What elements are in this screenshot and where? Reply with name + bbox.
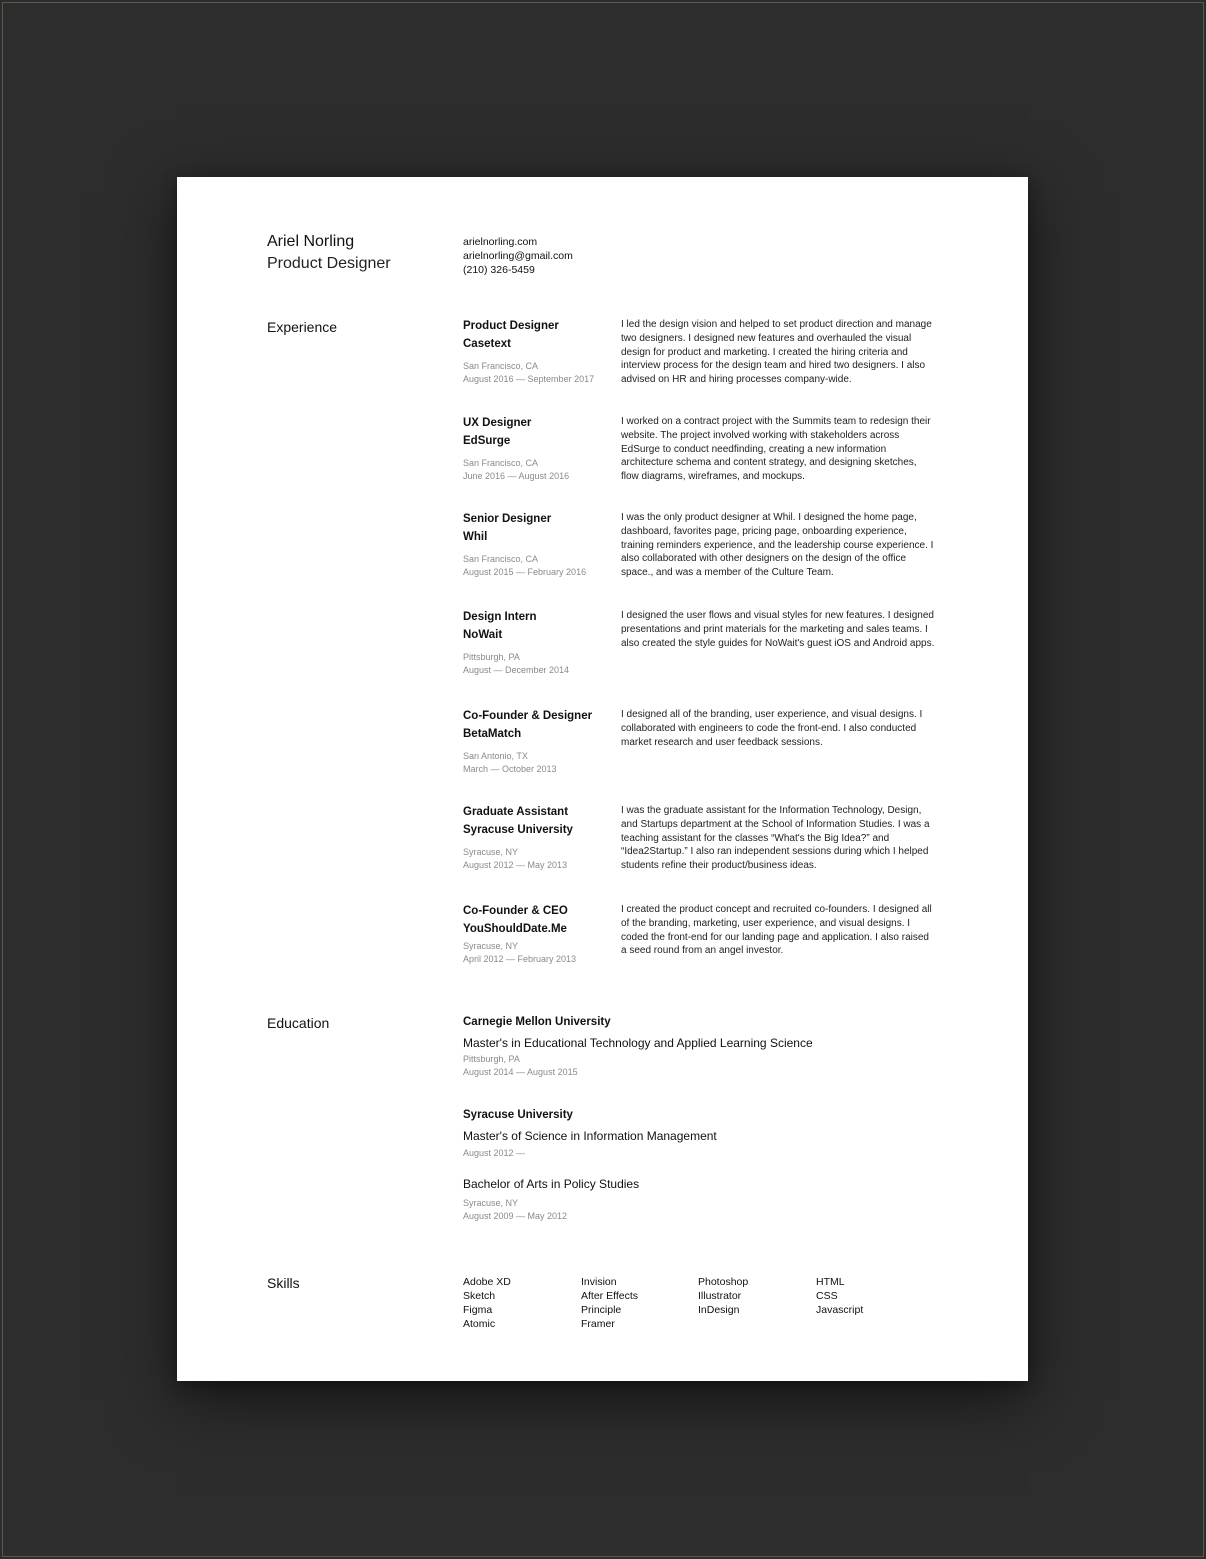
education-location: Syracuse, NY bbox=[463, 1198, 519, 1208]
skills-column bbox=[463, 1275, 511, 1331]
job-title: Design Intern bbox=[463, 611, 537, 623]
job-description: I worked on a contract project with the Summits team to redesign their website. The project involved working with stakeholders across EdSurge to conduct needfinding, creating a new information architecture schema and content strategy, and designing sketches, flow diagrams, wireframes, and mockups. bbox=[621, 416, 931, 483]
job-description: I led the design vision and helped to set product direction and manage two designers. I designed new features and overhauled the visual design for product and marketing. I created the hiring criteria and interview process for the design team and hired two designers. I also advised on HR and hiring processes company-wide. bbox=[621, 319, 932, 386]
job-location: Syracuse, NY bbox=[463, 941, 519, 951]
job-company: NoWait bbox=[463, 629, 503, 641]
degree-name: Master's of Science in Information Management bbox=[463, 1129, 717, 1143]
job-title: UX Designer bbox=[463, 417, 532, 429]
job-title: Co-Founder & Designer bbox=[463, 710, 593, 722]
job-dates: April 2012 — February 2013 bbox=[463, 954, 577, 964]
job-company: Whil bbox=[463, 531, 488, 543]
job-company: Casetext bbox=[463, 338, 511, 350]
degree-name: Master's in Educational Technology and Applied Learning Science bbox=[463, 1036, 813, 1050]
skills-column bbox=[698, 1275, 748, 1317]
experience-item bbox=[463, 319, 943, 386]
education-dates: August 2014 — August 2015 bbox=[463, 1067, 578, 1077]
job-description: I was the only product designer at Whil. I designed the home page, dashboard, favorites page, pricing page, onboarding experience, training reminders experience, and the leadership course experience. I also collaborated with other designers on the design of the office space., and was a member of the Culture Team. bbox=[621, 512, 934, 579]
skills-heading: Skills bbox=[267, 1275, 300, 1291]
degree-name: Bachelor of Arts in Policy Studies bbox=[463, 1177, 640, 1191]
education-heading: Education bbox=[267, 1015, 330, 1031]
job-company: BetaMatch bbox=[463, 728, 522, 740]
job-location: San Francisco, CA bbox=[463, 458, 539, 468]
job-dates: August 2016 — September 2017 bbox=[463, 374, 595, 384]
skill-item: Framer bbox=[581, 1318, 615, 1330]
job-title: Senior Designer bbox=[463, 513, 552, 525]
resume-page bbox=[177, 177, 1028, 1381]
contact-block bbox=[463, 235, 573, 277]
skill-item: HTML bbox=[816, 1276, 845, 1288]
skill-item: Illustrator bbox=[698, 1290, 742, 1302]
job-description: I was the graduate assistant for the Information Technology, Design, and Startups department at the School of Information Studies. I was a teaching assistant for the classes “What's the Big Idea?” and “Idea2Startup.” I also ran independent sessions during which I helped students refine their product/business ideas. bbox=[621, 805, 930, 872]
job-company: YouShouldDate.Me bbox=[463, 923, 567, 935]
education-item bbox=[463, 1108, 943, 1223]
job-location: San Francisco, CA bbox=[463, 554, 539, 564]
job-dates: August 2012 — May 2013 bbox=[463, 860, 568, 870]
skill-item: Atomic bbox=[463, 1318, 496, 1330]
job-description: I designed the user flows and visual styles for new features. I designed presentations and print materials for the marketing and sales teams. I also created the style guides for NoWait's guest iOS and Android apps. bbox=[621, 610, 935, 649]
experience-item bbox=[463, 416, 943, 483]
experience-item bbox=[463, 610, 943, 677]
job-location: San Antonio, TX bbox=[463, 751, 528, 761]
job-description: I designed all of the branding, user experience, and visual designs. I collaborated with engineers to code the front-end. I also conducted market research and user feedback sessions. bbox=[621, 709, 923, 748]
job-location: San Francisco, CA bbox=[463, 361, 539, 371]
job-title: Graduate Assistant bbox=[463, 806, 569, 818]
job-dates: March — October 2013 bbox=[463, 764, 557, 774]
skill-item: InDesign bbox=[698, 1304, 740, 1316]
skill-item: After Effects bbox=[581, 1290, 638, 1302]
skills-column bbox=[581, 1275, 638, 1331]
skill-item: Principle bbox=[581, 1304, 622, 1316]
skill-item: Sketch bbox=[463, 1290, 496, 1302]
job-company: Syracuse University bbox=[463, 824, 573, 836]
job-location: Syracuse, NY bbox=[463, 847, 519, 857]
education-dates: August 2009 — May 2012 bbox=[463, 1211, 568, 1221]
skill-item: Photoshop bbox=[698, 1276, 749, 1288]
school-name: Syracuse University bbox=[463, 1109, 573, 1121]
job-location: Pittsburgh, PA bbox=[463, 652, 520, 662]
education-location: Pittsburgh, PA bbox=[463, 1054, 520, 1064]
resume-role: Product Designer bbox=[267, 255, 391, 272]
job-title: Co-Founder & CEO bbox=[463, 905, 568, 917]
job-dates: June 2016 — August 2016 bbox=[463, 471, 570, 481]
school-name: Carnegie Mellon University bbox=[463, 1016, 611, 1028]
experience-item bbox=[463, 904, 943, 966]
resume-name: Ariel Norling bbox=[267, 233, 355, 250]
education-dates: August 2012 — bbox=[463, 1148, 526, 1158]
skills-column bbox=[816, 1275, 863, 1317]
job-company: EdSurge bbox=[463, 435, 511, 447]
skill-item: Invision bbox=[581, 1276, 617, 1288]
experience-item bbox=[463, 805, 943, 872]
skill-item: CSS bbox=[816, 1290, 838, 1302]
skill-item: Adobe XD bbox=[463, 1276, 511, 1288]
job-description: I created the product concept and recruited co-founders. I designed all of the branding, marketing, user experience, and visual designs. I coded the front-end for our landing page and application. I also raised a seed round from an angel investor. bbox=[621, 904, 932, 957]
experience-item bbox=[463, 709, 943, 776]
skill-item: Figma bbox=[463, 1304, 493, 1316]
phone-number: (210) 326-5459 bbox=[463, 264, 535, 276]
skill-item: Javascript bbox=[816, 1304, 864, 1316]
job-dates: August — December 2014 bbox=[463, 665, 570, 675]
job-dates: August 2015 — February 2016 bbox=[463, 567, 587, 577]
experience-heading: Experience bbox=[267, 319, 338, 335]
email-link[interactable]: arielnorling@gmail.com bbox=[463, 250, 573, 262]
education-item bbox=[463, 1015, 943, 1079]
experience-item bbox=[463, 512, 943, 579]
website-link[interactable]: arielnorling.com bbox=[463, 236, 538, 248]
job-title: Product Designer bbox=[463, 320, 559, 332]
